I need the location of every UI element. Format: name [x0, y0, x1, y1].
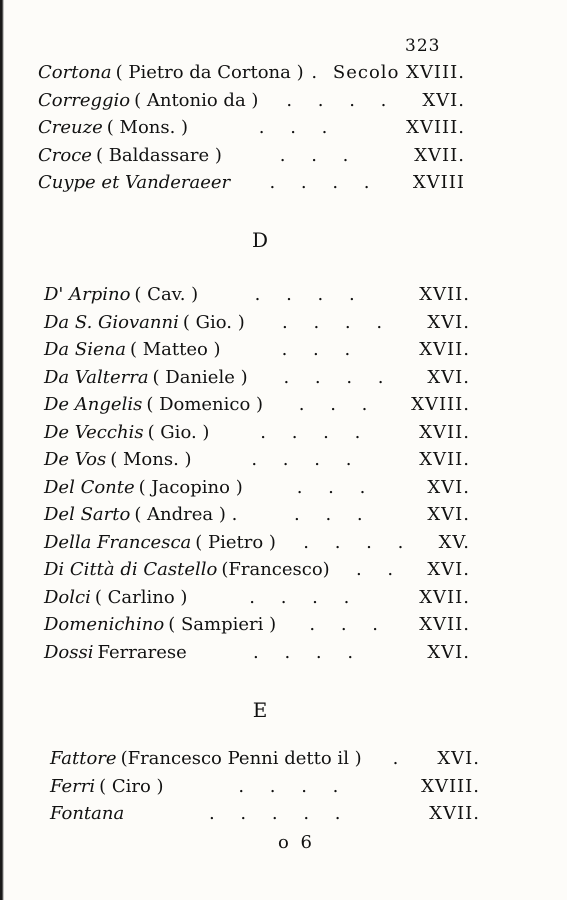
- leader-dots: . . .: [294, 504, 373, 525]
- century-numeral: XVII.: [429, 803, 480, 824]
- leader-dots: . .: [355, 559, 404, 580]
- century-numeral: XVI.: [427, 641, 470, 663]
- artist-given-name: ( Ciro ): [99, 775, 164, 797]
- index-entry: [38, 117, 465, 138]
- index-entry: [44, 532, 470, 553]
- leader-dots: .: [311, 62, 328, 83]
- leader-dots: . . . .: [254, 284, 365, 305]
- index-entry: [38, 62, 465, 83]
- artist-surname: Da S. Giovanni: [44, 311, 179, 333]
- index-entry: [44, 477, 470, 498]
- index-entry: [50, 776, 480, 797]
- century-numeral: XVI.: [437, 748, 480, 769]
- century-numeral: XVIII.: [421, 775, 480, 797]
- century-numeral: XVI.: [427, 504, 470, 525]
- page-number: 323: [405, 36, 441, 56]
- index-entry: [44, 587, 470, 608]
- index-entry: [44, 422, 470, 443]
- century-numeral: XVIII.: [411, 394, 470, 415]
- leader-dots: . . . .: [253, 641, 364, 663]
- index-entry: [38, 172, 465, 193]
- leader-dots: . . . .: [283, 366, 394, 388]
- section-letter-e: E: [252, 698, 268, 722]
- artist-surname: Del Conte: [44, 476, 135, 498]
- artist-given-name: ( Domenico ): [146, 394, 264, 415]
- century-numeral: XVI.: [427, 311, 470, 333]
- artist-given-name: ( Mons. ): [110, 449, 192, 470]
- century-numeral: XVIII.: [406, 117, 465, 138]
- artist-given-name: ( Sampieri ): [168, 614, 277, 635]
- artist-given-name: (Francesco): [221, 559, 330, 580]
- artist-surname: Da Siena: [44, 339, 126, 360]
- leader-dots: . . .: [258, 117, 338, 138]
- artist-surname: Dolci: [44, 586, 91, 608]
- index-entry: [44, 284, 470, 305]
- leader-dots: . . .: [281, 339, 361, 360]
- artist-surname: Fontana: [50, 803, 125, 824]
- artist-given-name: ( Pietro ): [195, 531, 276, 553]
- index-entry: [44, 367, 470, 388]
- index-entry: [44, 559, 470, 580]
- artist-given-name: ( Cav. ): [134, 284, 199, 305]
- artist-surname: Della Francesca: [44, 531, 192, 553]
- leader-dots: . . .: [309, 614, 388, 635]
- leader-dots: . . . .: [286, 89, 397, 111]
- artist-given-name: ( Andrea ) .: [134, 504, 238, 525]
- leader-dots: . . . . .: [208, 803, 351, 824]
- artist-given-name: ( Pietro da Cortona ): [115, 62, 304, 83]
- index-entry: [44, 449, 470, 470]
- signature-mark: o 6: [278, 832, 316, 853]
- leader-dots: . . . .: [282, 311, 393, 333]
- section-letter-d: D: [251, 228, 269, 252]
- artist-given-name: ( Matteo ): [129, 339, 221, 360]
- artist-surname: Correggio: [38, 89, 131, 111]
- leader-dots: . . . .: [269, 172, 380, 193]
- leader-dots: . . . .: [303, 531, 414, 553]
- artist-surname: Fattore: [50, 748, 117, 769]
- artist-surname: Creuze: [38, 117, 103, 138]
- leader-dots: . . . .: [260, 421, 371, 443]
- artist-surname: Ferri: [50, 775, 96, 797]
- leader-dots: . . .: [298, 394, 378, 415]
- index-entry: [38, 90, 465, 111]
- century-numeral: Secolo XVIII.: [332, 62, 465, 83]
- artist-surname: Del Sarto: [44, 504, 131, 525]
- artist-surname: D' Arpino: [44, 284, 131, 305]
- artist-surname: Dossi: [44, 641, 94, 663]
- artist-surname: Domenichino: [44, 614, 165, 635]
- century-numeral: XVII.: [419, 586, 470, 608]
- leader-dots: . . . .: [238, 775, 349, 797]
- leader-dots: .: [392, 748, 409, 769]
- century-numeral: XVII.: [419, 339, 470, 360]
- artist-surname: De Angelis: [44, 394, 143, 415]
- leader-dots: . . .: [279, 144, 359, 166]
- century-numeral: XVI.: [427, 476, 470, 498]
- artist-given-name: ( Jacopino ): [138, 476, 243, 498]
- index-entry: [44, 504, 470, 525]
- artist-surname: Da Valterra: [44, 366, 149, 388]
- leader-dots: . . . .: [251, 449, 362, 470]
- page-edge: [0, 0, 4, 900]
- index-entry: [44, 642, 470, 663]
- artist-surname: De Vos: [44, 449, 107, 470]
- leader-dots: . . . .: [249, 586, 360, 608]
- index-entry: [38, 145, 465, 166]
- century-numeral: XVI.: [427, 366, 470, 388]
- artist-given-name: Ferrarese: [97, 641, 187, 663]
- artist-given-name: ( Baldassare ): [95, 144, 222, 166]
- artist-given-name: ( Mons. ): [106, 117, 189, 138]
- artist-surname: Cuype et Vanderaeer: [38, 172, 231, 193]
- century-numeral: XVII.: [419, 421, 470, 443]
- century-numeral: XVII.: [414, 144, 465, 166]
- artist-given-name: (Francesco Penni detto il ): [120, 748, 362, 769]
- index-entry: [44, 614, 470, 635]
- century-numeral: XVIII: [412, 172, 465, 193]
- century-numeral: XV.: [438, 531, 470, 553]
- index-entry: [50, 748, 480, 769]
- artist-given-name: ( Gio. ): [147, 421, 210, 443]
- artist-given-name: ( Gio. ): [182, 311, 245, 333]
- index-entry: [44, 394, 470, 415]
- century-numeral: XVII.: [419, 284, 470, 305]
- century-numeral: XVII.: [419, 449, 470, 470]
- century-numeral: XVII.: [419, 614, 470, 635]
- artist-given-name: ( Carlino ): [94, 586, 188, 608]
- century-numeral: XVI.: [427, 559, 470, 580]
- artist-given-name: ( Daniele ): [152, 366, 248, 388]
- artist-surname: De Vecchis: [44, 421, 144, 443]
- index-entry: [50, 803, 480, 824]
- leader-dots: . . .: [296, 476, 376, 498]
- index-entry: [44, 339, 470, 360]
- artist-surname: Cortona: [38, 62, 112, 83]
- artist-surname: Di Città di Castello: [44, 559, 218, 580]
- artist-given-name: ( Antonio da ): [134, 89, 259, 111]
- index-entry: [44, 312, 470, 333]
- century-numeral: XVI.: [422, 89, 465, 111]
- artist-surname: Croce: [38, 144, 92, 166]
